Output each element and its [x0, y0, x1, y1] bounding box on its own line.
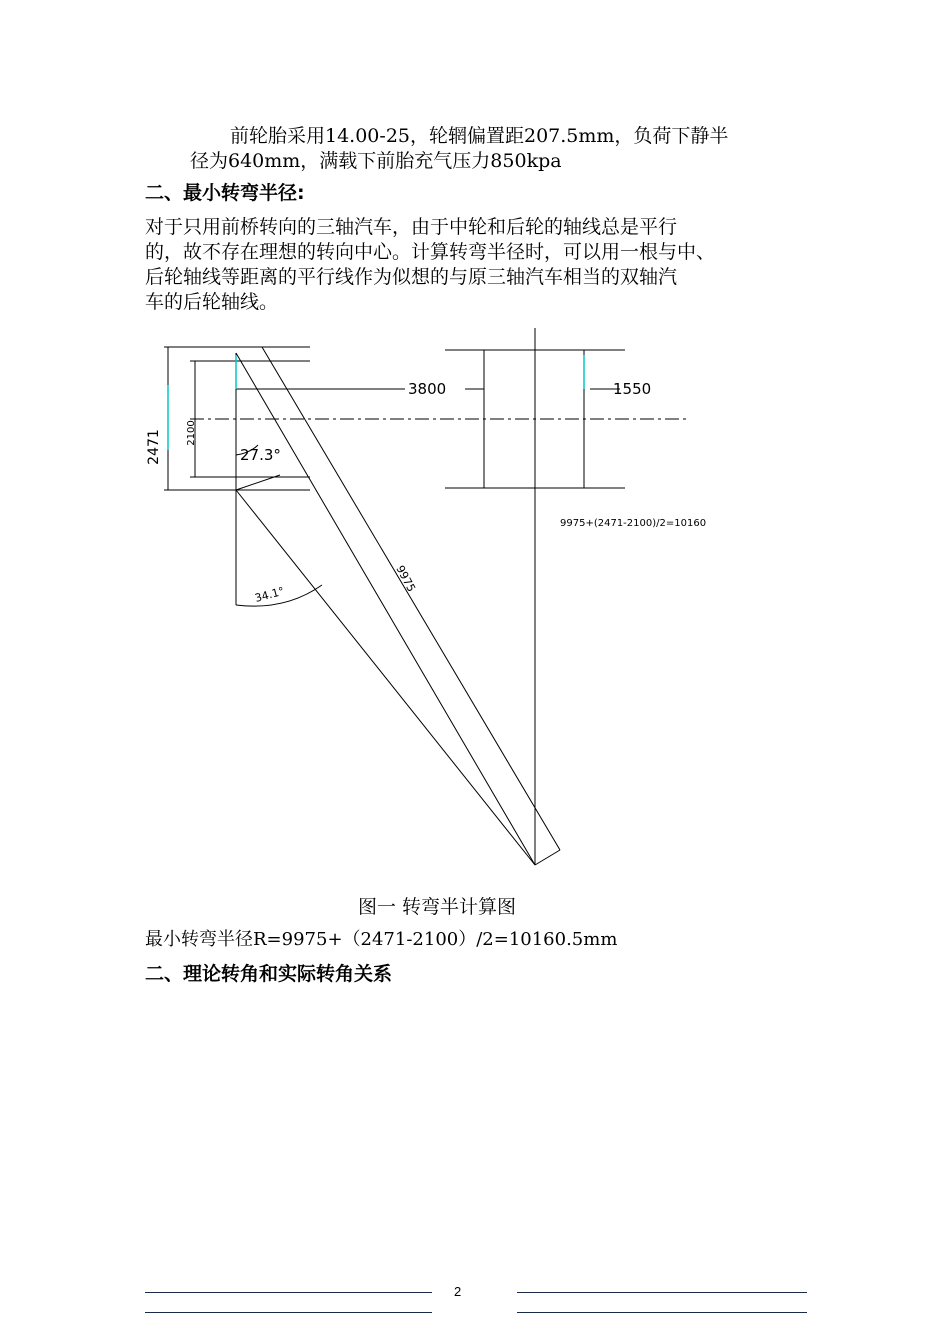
tire-spec-line-2: 径为640mm，满载下前胎充气压力850kpa: [190, 150, 562, 172]
figure-caption: 图一 转弯半计算图: [358, 896, 517, 918]
label-2100: 2100: [186, 420, 197, 446]
result-formula: 最小转弯半径R=9975+（2471-2100）/2=10160.5mm: [145, 929, 618, 950]
slant-line-a: [236, 353, 535, 865]
page-number: 2: [454, 1284, 462, 1299]
formula-note: 9975+(2471-2100)/2=10160: [560, 518, 707, 529]
label-3800: 3800: [408, 380, 447, 398]
section-heading-steering-angle: 二、理论转角和实际转角关系: [145, 963, 393, 985]
footer-rule-left-top: [145, 1292, 432, 1293]
footer-rule-right-top: [517, 1292, 807, 1293]
label-angle-27: 27.3°: [240, 446, 281, 464]
body-line-2: 的，故不存在理想的转向中心。计算转弯半径时，可以用一根与中、: [145, 241, 716, 263]
turning-radius-diagram: [146, 325, 710, 885]
label-2471: 2471: [146, 429, 162, 465]
slant-line-b: [262, 347, 560, 850]
slant-line-c: [236, 490, 535, 865]
tire-spec-line-1: 前轮胎采用14.00-25，轮辋偏置距207.5mm，负荷下静半: [230, 125, 729, 147]
body-line-1: 对于只用前桥转向的三轴汽车，由于中轮和后轮的轴线总是平行: [145, 216, 678, 238]
label-1550: 1550: [613, 380, 652, 398]
footer-rule-left-bottom: [145, 1312, 432, 1313]
footer-rule-right-bottom: [517, 1312, 807, 1313]
diagram-accent-lines: [168, 355, 584, 450]
body-line-4: 车的后轮轴线。: [145, 291, 279, 313]
section-heading-turning-radius: 二、最小转弯半径:: [145, 182, 305, 204]
diagram-lines: [164, 328, 690, 865]
body-line-3: 后轮轴线等距离的平行线作为似想的与原三轴汽车相当的双轴汽: [145, 266, 678, 288]
label-angle-34: 34.1°: [253, 584, 286, 605]
label-9975: 9975: [393, 563, 418, 595]
